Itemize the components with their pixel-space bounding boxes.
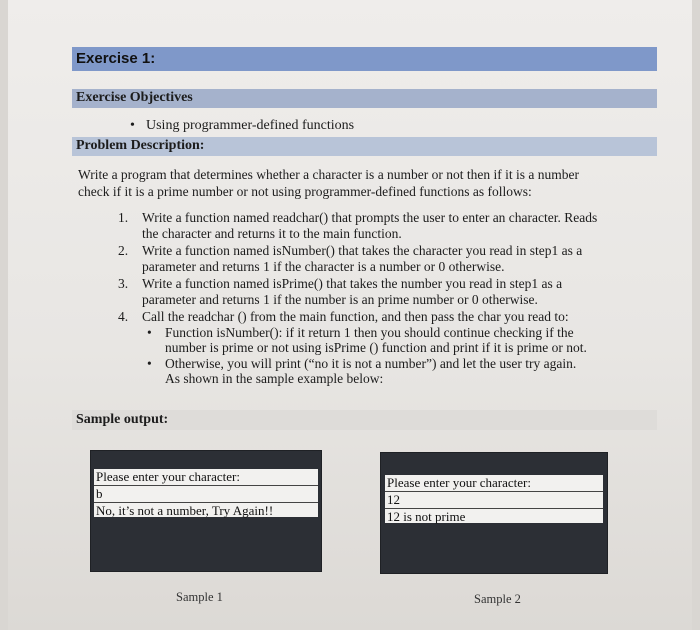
console-output-area (385, 475, 603, 523)
step-number: 2. (118, 243, 129, 258)
document-page (8, 0, 692, 630)
console-line: 12 is not prime (387, 509, 466, 524)
step-text: the character and returns it to the main function. (142, 225, 402, 241)
console-line: 12 (385, 492, 603, 509)
sample-1-console (90, 450, 322, 572)
problem-intro (78, 166, 653, 200)
step-text: Write a function named readchar() that prompts the user to enter an character. Reads (142, 210, 598, 225)
sample-2-caption: Sample 2 (474, 592, 521, 606)
console-line: Please enter your character: (385, 475, 603, 492)
step-number: 1. (118, 210, 129, 225)
console-output-area (94, 469, 318, 517)
step-item (118, 243, 653, 274)
sub-bullet-text: number is prime or not using isPrime () function and print if it is prime or not. (165, 340, 587, 355)
bullet-dot: • (130, 118, 135, 133)
sub-bullet-text: Otherwise, you will print (“no it is not a number”) and let the user try again. (165, 355, 577, 371)
step-text: Call the readchar () from the main function, and then pass the char you read to: (142, 309, 569, 324)
step-text: Write a function named isPrime() that takes the number you read in step1 as a (142, 276, 563, 291)
console-line: Please enter your character: (94, 469, 318, 486)
problem-heading-bar (72, 137, 657, 156)
problem-intro-line: Write a program that determines whether a character is a number or not then if it is a number (78, 167, 580, 182)
step-text: Write a function named isNumber() that takes the character you read in step1 as a (142, 243, 583, 258)
step-item (118, 276, 653, 307)
bullet-dot: • (147, 324, 152, 340)
step-number: 4. (118, 309, 129, 324)
step-text: parameter and returns 1 if the character is a number or 0 otherwise. (142, 258, 505, 274)
console-line: b (94, 486, 318, 503)
sub-bullet-text: As shown in the sample example below: (165, 371, 384, 386)
step-number: 3. (118, 276, 129, 291)
console-line: No, it’s not a number, Try Again!! (96, 503, 274, 518)
sub-bullet-item (142, 325, 653, 356)
sample-output-heading-bar (72, 410, 657, 430)
sub-bullet-item (142, 356, 653, 387)
problem-heading: Problem Description: (76, 138, 205, 153)
problem-intro-line: check if it is a prime number or not using programmer-defined functions as follows: (78, 184, 532, 199)
sub-bullet-list (142, 325, 653, 387)
step-item (118, 309, 653, 387)
steps-list (118, 210, 653, 389)
objectives-heading: Exercise Objectives (76, 90, 193, 105)
objective-bullet-item (130, 118, 355, 134)
sample-2-console (380, 452, 608, 574)
step-text: parameter and returns 1 if the number is an prime number or 0 otherwise. (142, 291, 538, 307)
sample-1-caption: Sample 1 (176, 590, 223, 604)
exercise-title: Exercise 1: (76, 50, 156, 67)
exercise-title-bar (72, 47, 657, 71)
sample-output-heading: Sample output: (76, 412, 169, 427)
step-item (118, 210, 653, 241)
objectives-heading-bar (72, 89, 657, 108)
objective-text: Using programmer-defined functions (146, 118, 355, 133)
sub-bullet-text: Function isNumber(): if it return 1 then you should continue checking if the (165, 324, 574, 340)
bullet-dot: • (147, 355, 152, 371)
